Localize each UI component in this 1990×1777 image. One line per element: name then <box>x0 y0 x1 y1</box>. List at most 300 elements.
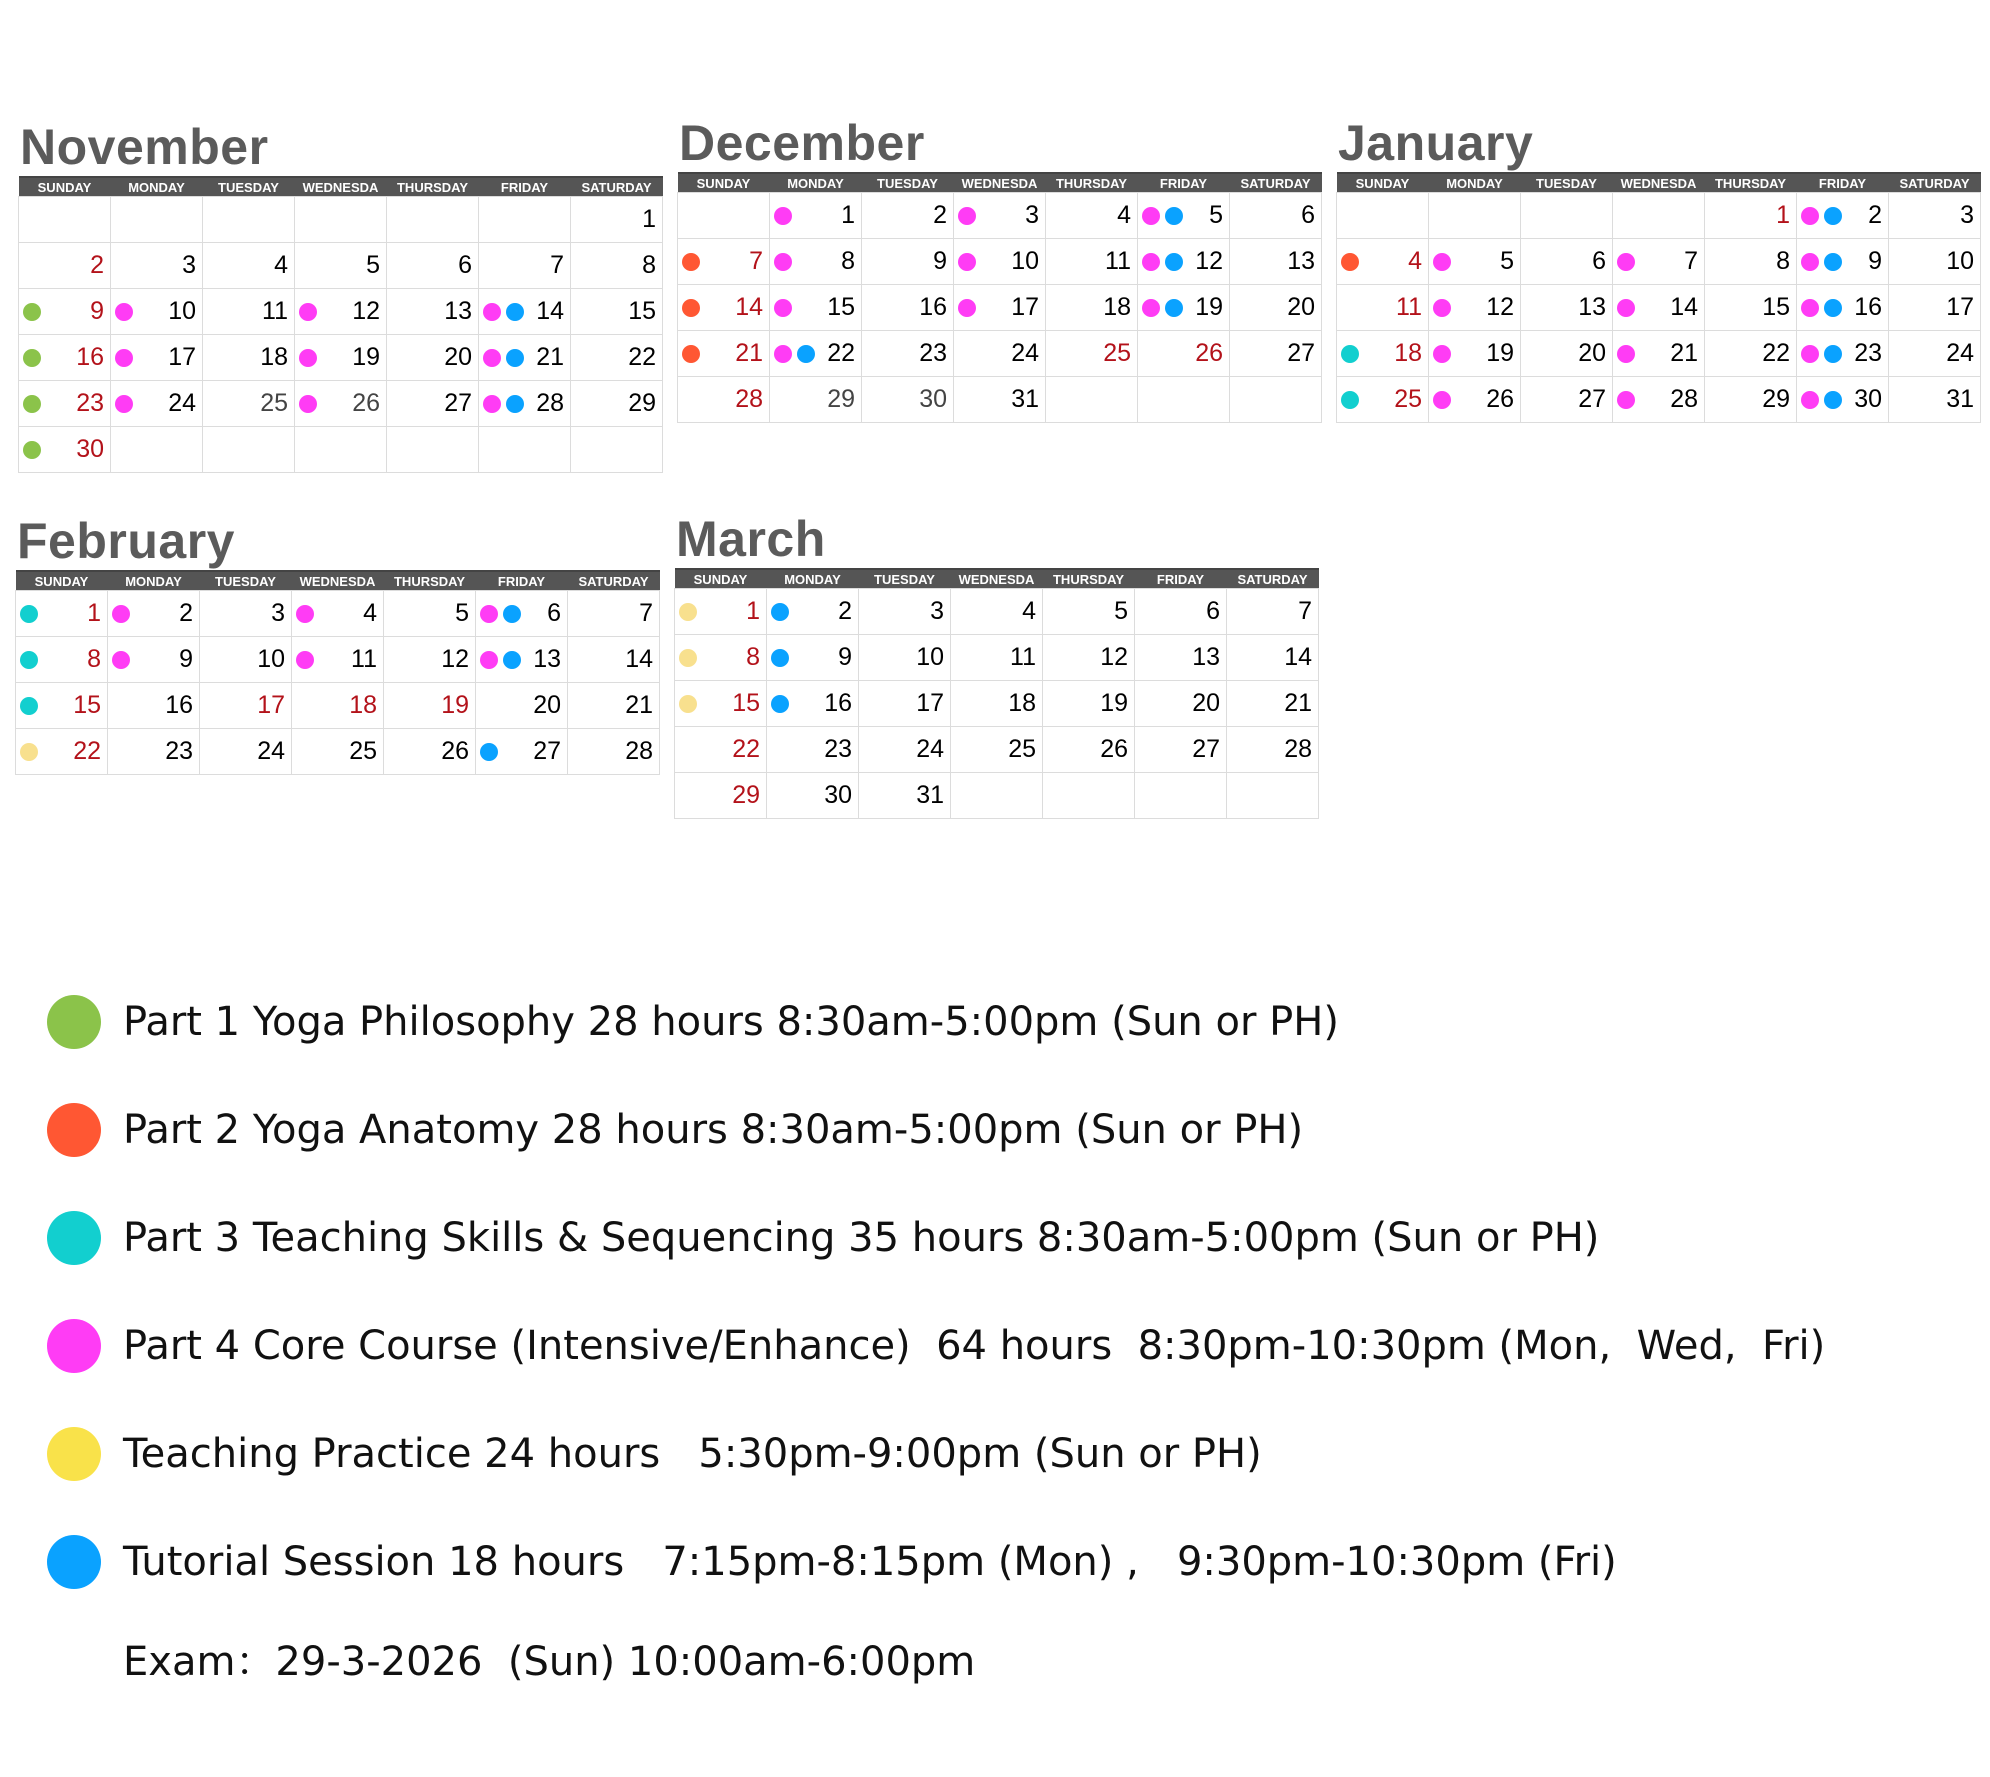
day-cell <box>954 377 1046 423</box>
tutorial-session-dot <box>506 303 524 321</box>
day-number: 14 <box>625 645 653 673</box>
day-cell <box>292 729 384 775</box>
day-number: 3 <box>930 597 944 625</box>
day-number: 22 <box>73 737 101 765</box>
day-number: 18 <box>1394 339 1422 367</box>
part1-session-dot <box>23 303 41 321</box>
day-number: 5 <box>1114 597 1128 625</box>
empty-day-cell <box>387 427 479 473</box>
day-cell <box>1138 285 1230 331</box>
day-number: 1 <box>642 205 656 233</box>
day-cell <box>951 635 1043 681</box>
part4-session-dot <box>1801 391 1819 409</box>
month-grid <box>15 570 660 775</box>
day-number: 8 <box>87 645 101 673</box>
part4-session-dot <box>483 349 501 367</box>
legend-text: Part 1 Yoga Philosophy 28 hours 8:30am-5:00pm (Sun or PH) <box>123 999 1339 1045</box>
weekday-header: SATURDAY <box>1230 173 1322 193</box>
weekday-header: THURSDAY <box>384 571 476 591</box>
day-number: 11 <box>1010 643 1036 671</box>
tutorial-session-dot <box>1824 207 1842 225</box>
day-cell <box>1889 285 1981 331</box>
day-number: 13 <box>1192 643 1220 671</box>
tutorial-session-dot <box>771 649 789 667</box>
day-number: 28 <box>536 389 564 417</box>
day-cell <box>678 331 770 377</box>
day-number: 1 <box>841 201 855 229</box>
day-cell <box>568 729 660 775</box>
day-cell <box>951 727 1043 773</box>
empty-day-cell <box>1230 377 1322 423</box>
day-number: 25 <box>1103 339 1131 367</box>
day-number: 6 <box>458 251 472 279</box>
month-title: December <box>679 115 925 171</box>
month-grid <box>1336 172 1981 423</box>
day-cell <box>111 335 203 381</box>
day-cell <box>1230 239 1322 285</box>
day-cell <box>1429 331 1521 377</box>
month-january <box>1336 114 1981 423</box>
legend-text: Teaching Practice 24 hours 5:30pm-9:00pm (Sun or PH) <box>123 1431 1262 1477</box>
part4-session-dot <box>1142 299 1160 317</box>
day-cell <box>1797 285 1889 331</box>
day-number: 20 <box>1287 293 1315 321</box>
week-row <box>675 727 1319 773</box>
day-number: 27 <box>1192 735 1220 763</box>
week-row <box>678 239 1322 285</box>
day-cell <box>571 335 663 381</box>
day-cell <box>675 773 767 819</box>
empty-day-cell <box>1043 773 1135 819</box>
empty-day-cell <box>678 193 770 239</box>
day-number: 11 <box>351 645 377 673</box>
day-number: 4 <box>1117 201 1131 229</box>
day-cell <box>292 683 384 729</box>
day-number: 4 <box>363 599 377 627</box>
week-row <box>19 427 663 473</box>
day-number: 14 <box>1670 293 1698 321</box>
day-number: 20 <box>533 691 561 719</box>
empty-day-cell <box>951 773 1043 819</box>
weekday-header: TUESDAY <box>862 173 954 193</box>
part4-session-dot <box>1142 207 1160 225</box>
day-cell <box>295 243 387 289</box>
day-cell <box>954 193 1046 239</box>
weekday-header: FRIDAY <box>1138 173 1230 193</box>
day-number: 9 <box>933 247 947 275</box>
weekday-header: THURSDAY <box>1705 173 1797 193</box>
part4-session-dot <box>112 651 130 669</box>
week-row <box>1337 239 1981 285</box>
part3-session-dot <box>20 697 38 715</box>
day-number: 4 <box>1408 247 1422 275</box>
legend-item <box>47 968 1967 1076</box>
weekday-header: SATURDAY <box>568 571 660 591</box>
empty-day-cell <box>1227 773 1319 819</box>
day-number: 12 <box>1486 293 1514 321</box>
part4-session-dot <box>774 253 792 271</box>
day-number: 8 <box>746 643 760 671</box>
empty-day-cell <box>1521 193 1613 239</box>
day-cell <box>770 193 862 239</box>
part4-session-dot <box>774 299 792 317</box>
day-cell <box>19 427 111 473</box>
day-number: 19 <box>1195 293 1223 321</box>
weekday-header: WEDNESDA <box>292 571 384 591</box>
day-cell <box>568 591 660 637</box>
part4-session-dot <box>958 207 976 225</box>
legend-item <box>47 1292 1967 1400</box>
weekday-header: TUESDAY <box>859 569 951 589</box>
day-number: 2 <box>933 201 947 229</box>
part4-session-dot <box>1142 253 1160 271</box>
day-number: 26 <box>352 389 380 417</box>
part4-session-dot <box>299 349 317 367</box>
day-number: 10 <box>916 643 944 671</box>
day-number: 22 <box>732 735 760 763</box>
day-number: 31 <box>1011 385 1039 413</box>
day-number: 23 <box>824 735 852 763</box>
part4-session-dot <box>1617 299 1635 317</box>
day-cell <box>111 381 203 427</box>
day-cell <box>862 239 954 285</box>
day-cell <box>1705 285 1797 331</box>
day-cell <box>862 377 954 423</box>
day-cell <box>1135 589 1227 635</box>
day-cell <box>19 289 111 335</box>
day-cell <box>859 635 951 681</box>
day-number: 19 <box>441 691 469 719</box>
day-cell <box>292 591 384 637</box>
day-number: 9 <box>90 297 104 325</box>
legend-text: Part 2 Yoga Anatomy 28 hours 8:30am-5:00pm (Sun or PH) <box>123 1107 1304 1153</box>
practice-light-session-dot <box>20 743 38 761</box>
day-number: 17 <box>916 689 944 717</box>
empty-day-cell <box>1429 193 1521 239</box>
day-cell <box>1227 681 1319 727</box>
weekday-header: WEDNESDA <box>1613 173 1705 193</box>
day-cell <box>1889 239 1981 285</box>
day-number: 1 <box>87 599 101 627</box>
day-number: 12 <box>1195 247 1223 275</box>
weekday-header: SATURDAY <box>1889 173 1981 193</box>
day-cell <box>1521 285 1613 331</box>
part4-session-dot <box>1617 253 1635 271</box>
empty-day-cell <box>19 197 111 243</box>
day-number: 7 <box>639 599 653 627</box>
day-cell <box>678 239 770 285</box>
part3-session-dot <box>1341 345 1359 363</box>
day-number: 29 <box>827 385 855 413</box>
day-cell <box>571 289 663 335</box>
month-grid <box>677 172 1322 423</box>
day-number: 4 <box>274 251 288 279</box>
day-cell <box>1337 331 1429 377</box>
exam-info: Exam：29-3-2026 (Sun) 10:00am-6:00pm <box>123 1639 976 1685</box>
week-row <box>675 681 1319 727</box>
day-cell <box>859 773 951 819</box>
tutorial-session-dot <box>1165 253 1183 271</box>
month-grid <box>18 176 663 473</box>
day-cell <box>770 331 862 377</box>
day-cell <box>1521 331 1613 377</box>
part3-session-dot <box>20 651 38 669</box>
day-number: 27 <box>1287 339 1315 367</box>
day-number: 26 <box>1100 735 1128 763</box>
day-cell <box>770 239 862 285</box>
day-cell <box>767 681 859 727</box>
tutorial-session-dot <box>1165 207 1183 225</box>
day-cell <box>1230 193 1322 239</box>
part4-session-dot <box>480 605 498 623</box>
day-number: 23 <box>1854 339 1882 367</box>
week-row <box>16 591 660 637</box>
day-number: 30 <box>824 781 852 809</box>
weekday-header: SUNDAY <box>678 173 770 193</box>
day-cell <box>1429 285 1521 331</box>
day-cell <box>1043 589 1135 635</box>
day-cell <box>1797 239 1889 285</box>
day-number: 28 <box>1284 735 1312 763</box>
empty-day-cell <box>1613 193 1705 239</box>
day-number: 18 <box>1103 293 1131 321</box>
day-cell <box>1705 239 1797 285</box>
day-cell <box>1705 377 1797 423</box>
day-cell <box>1613 285 1705 331</box>
day-number: 23 <box>76 389 104 417</box>
week-row <box>678 377 1322 423</box>
day-cell <box>384 637 476 683</box>
day-number: 9 <box>179 645 193 673</box>
day-number: 5 <box>366 251 380 279</box>
day-cell <box>1046 193 1138 239</box>
part4-session-dot <box>1433 253 1451 271</box>
day-number: 9 <box>838 643 852 671</box>
week-row <box>675 635 1319 681</box>
day-number: 31 <box>1946 385 1974 413</box>
day-number: 25 <box>1394 385 1422 413</box>
day-number: 7 <box>749 247 763 275</box>
part2-session-dot <box>682 345 700 363</box>
week-row <box>19 197 663 243</box>
day-number: 8 <box>642 251 656 279</box>
day-cell <box>1889 193 1981 239</box>
week-row <box>19 243 663 289</box>
weekday-header: MONDAY <box>108 571 200 591</box>
day-cell <box>678 285 770 331</box>
weekday-header: SUNDAY <box>675 569 767 589</box>
tutorial-session-dot <box>1824 345 1842 363</box>
day-cell <box>1613 377 1705 423</box>
empty-day-cell <box>571 427 663 473</box>
day-number: 21 <box>735 339 763 367</box>
day-number: 13 <box>1578 293 1606 321</box>
weekday-header: MONDAY <box>111 177 203 197</box>
day-cell <box>387 243 479 289</box>
day-cell <box>1797 331 1889 377</box>
day-number: 20 <box>1192 689 1220 717</box>
weekday-header: FRIDAY <box>476 571 568 591</box>
empty-day-cell <box>111 197 203 243</box>
day-cell <box>292 637 384 683</box>
day-cell <box>1135 635 1227 681</box>
practice-light-session-dot <box>679 603 697 621</box>
day-cell <box>203 289 295 335</box>
day-cell <box>1043 681 1135 727</box>
day-cell <box>770 377 862 423</box>
day-cell <box>1429 239 1521 285</box>
day-number: 8 <box>1776 247 1790 275</box>
month-title: November <box>20 119 269 175</box>
day-number: 27 <box>533 737 561 765</box>
day-number: 18 <box>349 691 377 719</box>
part4-session-dot <box>483 395 501 413</box>
part4-session-dot <box>299 395 317 413</box>
day-cell <box>568 683 660 729</box>
day-cell <box>951 681 1043 727</box>
day-number: 22 <box>1762 339 1790 367</box>
day-cell <box>476 729 568 775</box>
day-cell <box>19 381 111 427</box>
day-cell <box>675 589 767 635</box>
weekday-header: SUNDAY <box>1337 173 1429 193</box>
day-number: 6 <box>1592 247 1606 275</box>
tutorial-session-dot <box>503 651 521 669</box>
day-cell <box>1043 727 1135 773</box>
day-cell <box>200 683 292 729</box>
day-cell <box>1613 239 1705 285</box>
weekday-header: WEDNESDA <box>295 177 387 197</box>
weekday-header: SATURDAY <box>1227 569 1319 589</box>
week-row <box>19 381 663 427</box>
weekday-header: SUNDAY <box>19 177 111 197</box>
day-number: 21 <box>625 691 653 719</box>
tutorial-session-dot <box>1165 299 1183 317</box>
day-cell <box>476 637 568 683</box>
day-cell <box>476 683 568 729</box>
day-number: 13 <box>533 645 561 673</box>
day-number: 21 <box>536 343 564 371</box>
day-number: 20 <box>444 343 472 371</box>
day-cell <box>1138 193 1230 239</box>
week-row <box>678 285 1322 331</box>
empty-day-cell <box>111 427 203 473</box>
day-cell <box>1043 635 1135 681</box>
part4-session-dot <box>1617 391 1635 409</box>
part3-session-dot <box>20 605 38 623</box>
day-cell <box>1429 377 1521 423</box>
part3-session-dot <box>1341 391 1359 409</box>
tutorial-session-dot <box>503 605 521 623</box>
day-cell <box>203 335 295 381</box>
legend-item <box>47 1076 1967 1184</box>
day-cell <box>1135 727 1227 773</box>
day-cell <box>1227 589 1319 635</box>
day-number: 5 <box>1209 201 1223 229</box>
day-cell <box>675 727 767 773</box>
day-cell <box>568 637 660 683</box>
day-number: 3 <box>1025 201 1039 229</box>
weekday-header: WEDNESDA <box>954 173 1046 193</box>
day-number: 24 <box>168 389 196 417</box>
practice-legend-dot <box>47 1427 101 1481</box>
day-cell <box>387 289 479 335</box>
day-cell <box>203 381 295 427</box>
part4-session-dot <box>1801 207 1819 225</box>
day-number: 26 <box>1486 385 1514 413</box>
day-number: 24 <box>1946 339 1974 367</box>
day-number: 6 <box>1206 597 1220 625</box>
day-number: 27 <box>444 389 472 417</box>
legend-text: Part 3 Teaching Skills & Sequencing 35 hours 8:30am-5:00pm (Sun or PH) <box>123 1215 1600 1261</box>
day-number: 15 <box>827 293 855 321</box>
day-number: 17 <box>1011 293 1039 321</box>
day-number: 21 <box>1670 339 1698 367</box>
day-number: 7 <box>1684 247 1698 275</box>
day-cell <box>767 773 859 819</box>
day-cell <box>678 377 770 423</box>
day-cell <box>108 729 200 775</box>
empty-day-cell <box>479 197 571 243</box>
day-number: 1 <box>1776 201 1790 229</box>
empty-day-cell <box>1046 377 1138 423</box>
part4-session-dot <box>958 253 976 271</box>
weekday-header: THURSDAY <box>1046 173 1138 193</box>
day-number: 11 <box>262 297 288 325</box>
day-cell <box>954 331 1046 377</box>
day-number: 12 <box>441 645 469 673</box>
weekday-header: THURSDAY <box>1043 569 1135 589</box>
empty-day-cell <box>387 197 479 243</box>
day-cell <box>200 591 292 637</box>
day-cell <box>479 381 571 427</box>
day-number: 30 <box>76 435 104 463</box>
day-cell <box>479 243 571 289</box>
day-number: 19 <box>1486 339 1514 367</box>
day-cell <box>1889 377 1981 423</box>
day-number: 28 <box>1670 385 1698 413</box>
part2-session-dot <box>682 299 700 317</box>
legend-text: Part 4 Core Course (Intensive/Enhance) 64 hours 8:30pm-10:30pm (Mon, Wed, Fri) <box>123 1323 1826 1369</box>
day-number: 18 <box>260 343 288 371</box>
day-cell <box>770 285 862 331</box>
day-cell <box>16 683 108 729</box>
part1-session-dot <box>23 349 41 367</box>
tutorial-session-dot <box>1824 391 1842 409</box>
day-number: 11 <box>1105 247 1131 275</box>
day-number: 16 <box>165 691 193 719</box>
day-cell <box>1046 285 1138 331</box>
part4-session-dot <box>483 303 501 321</box>
part4-session-dot <box>115 395 133 413</box>
month-december <box>677 114 1322 423</box>
weekday-header: FRIDAY <box>1797 173 1889 193</box>
part4-session-dot <box>480 651 498 669</box>
part4-session-dot <box>1801 299 1819 317</box>
day-number: 23 <box>165 737 193 765</box>
day-cell <box>19 243 111 289</box>
weekday-header: MONDAY <box>767 569 859 589</box>
day-number: 25 <box>260 389 288 417</box>
day-number: 7 <box>1298 597 1312 625</box>
day-cell <box>111 243 203 289</box>
day-number: 30 <box>919 385 947 413</box>
week-row <box>16 729 660 775</box>
day-number: 19 <box>352 343 380 371</box>
day-cell <box>571 197 663 243</box>
legend-text: Tutorial Session 18 hours 7:15pm-8:15pm (Mon) , 9:30pm-10:30pm (Fri) <box>123 1539 1617 1585</box>
day-cell <box>1797 377 1889 423</box>
